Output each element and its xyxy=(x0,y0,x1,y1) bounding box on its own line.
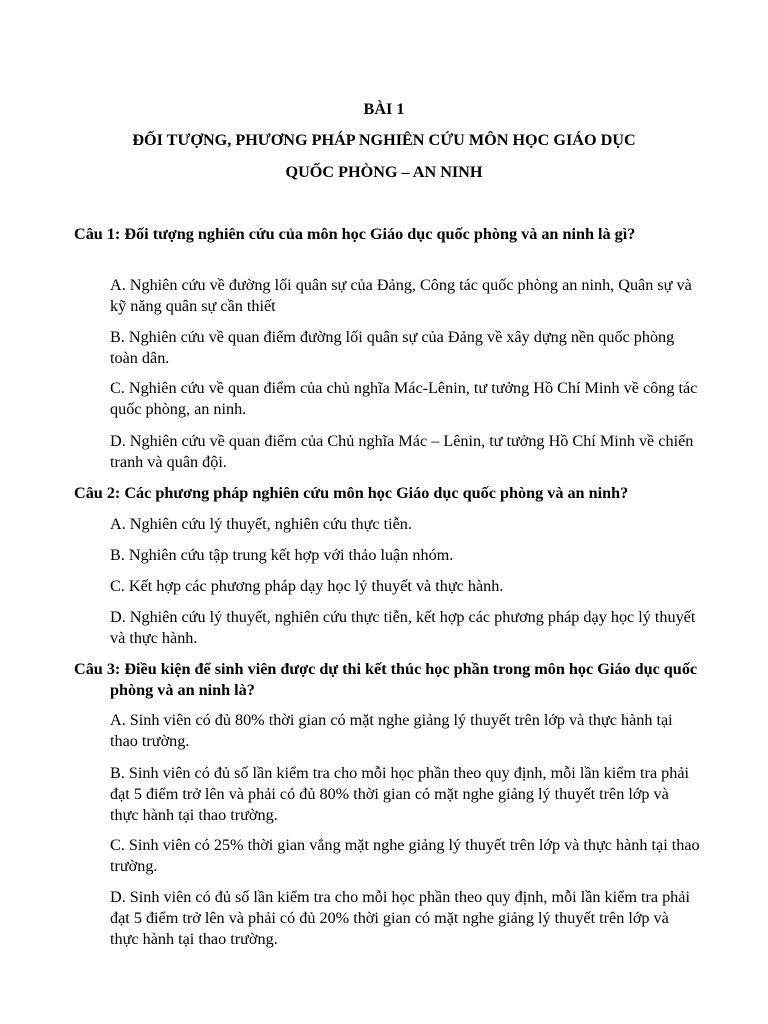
question-1-option-d: D. Nghiên cứu về quan điểm của Chủ nghĩa Mác – Lênin, tư tưởng Hồ Chí Minh về chiến tranh và quân đội. xyxy=(110,432,694,471)
question-2: Câu 2: Các phương pháp nghiên cứu môn học Giáo dục quốc phòng và an ninh? xyxy=(74,484,629,502)
lesson-title-line-1: ĐỐI TƯỢNG, PHƯƠNG PHÁP NGHIÊN CỨU MÔN HỌC GIÁO DỤC xyxy=(132,131,636,149)
question-2-option-c: C. Kết hợp các phương pháp dạy học lý thuyết và thực hành. xyxy=(110,577,504,595)
question-3: Câu 3: Điều kiện để sinh viên được dự thi kết thúc học phần trong môn học Giáo dục quốc phòng và an ninh là? xyxy=(74,660,698,699)
question-2-option-d: D. Nghiên cứu lý thuyết, nghiên cứu thực tiễn, kết hợp các phương pháp dạy học lý thuyết và thực hành. xyxy=(110,608,696,647)
question-2-option-a: A. Nghiên cứu lý thuyết, nghiên cứu thực tiễn. xyxy=(110,515,412,533)
question-1-option-b: B. Nghiên cứu về quan điểm đường lối quân sự của Đảng về xây dựng nền quốc phòng toàn dân. xyxy=(110,328,675,367)
question-1-option-c: C. Nghiên cứu về quan điểm của chủ nghĩa Mác-Lênin, tư tưởng Hồ Chí Minh về công tác quốc phòng, an ninh. xyxy=(110,379,698,418)
question-3-option-a: A. Sinh viên có đủ 80% thời gian có mặt nghe giảng lý thuyết trên lớp và thực hành tại thao trường. xyxy=(110,711,673,750)
question-2-option-b: B. Nghiên cứu tập trung kết hợp với thảo luận nhóm. xyxy=(110,546,454,564)
question-1: Câu 1: Đối tượng nghiên cứu của môn học Giáo dục quốc phòng và an ninh là gì? xyxy=(74,225,636,243)
question-3-option-d: D. Sinh viên có đủ số lần kiểm tra cho mỗi học phần theo quy định, mỗi lần kiểm tra phải đạt 5 điểm trở lên và phải có đủ 20% thời gian có mặt nghe giảng lý thuyết trên lớp và thực hành tại thao trường. xyxy=(110,888,690,948)
lesson-number: BÀI 1 xyxy=(363,100,405,118)
question-1-option-a: A. Nghiên cứu về đường lối quân sự của Đảng, Công tác quốc phòng an ninh, Quân sự và kỹ năng quân sự cần thiết xyxy=(110,276,692,315)
question-3-option-b: B. Sinh viên có đủ số lần kiểm tra cho mỗi học phần theo quy định, mỗi lần kiểm tra phải đạt 5 điểm trở lên và phải có đủ 80% thời gian có mặt nghe giảng lý thuyết trên lớp và thực hành tại thao trường. xyxy=(110,764,690,824)
lesson-title-line-2: QUỐC PHÒNG – AN NINH xyxy=(285,163,483,181)
question-3-option-c: C. Sinh viên có 25% thời gian vắng mặt nghe giảng lý thuyết trên lớp và thực hành tại thao trường. xyxy=(110,836,700,875)
